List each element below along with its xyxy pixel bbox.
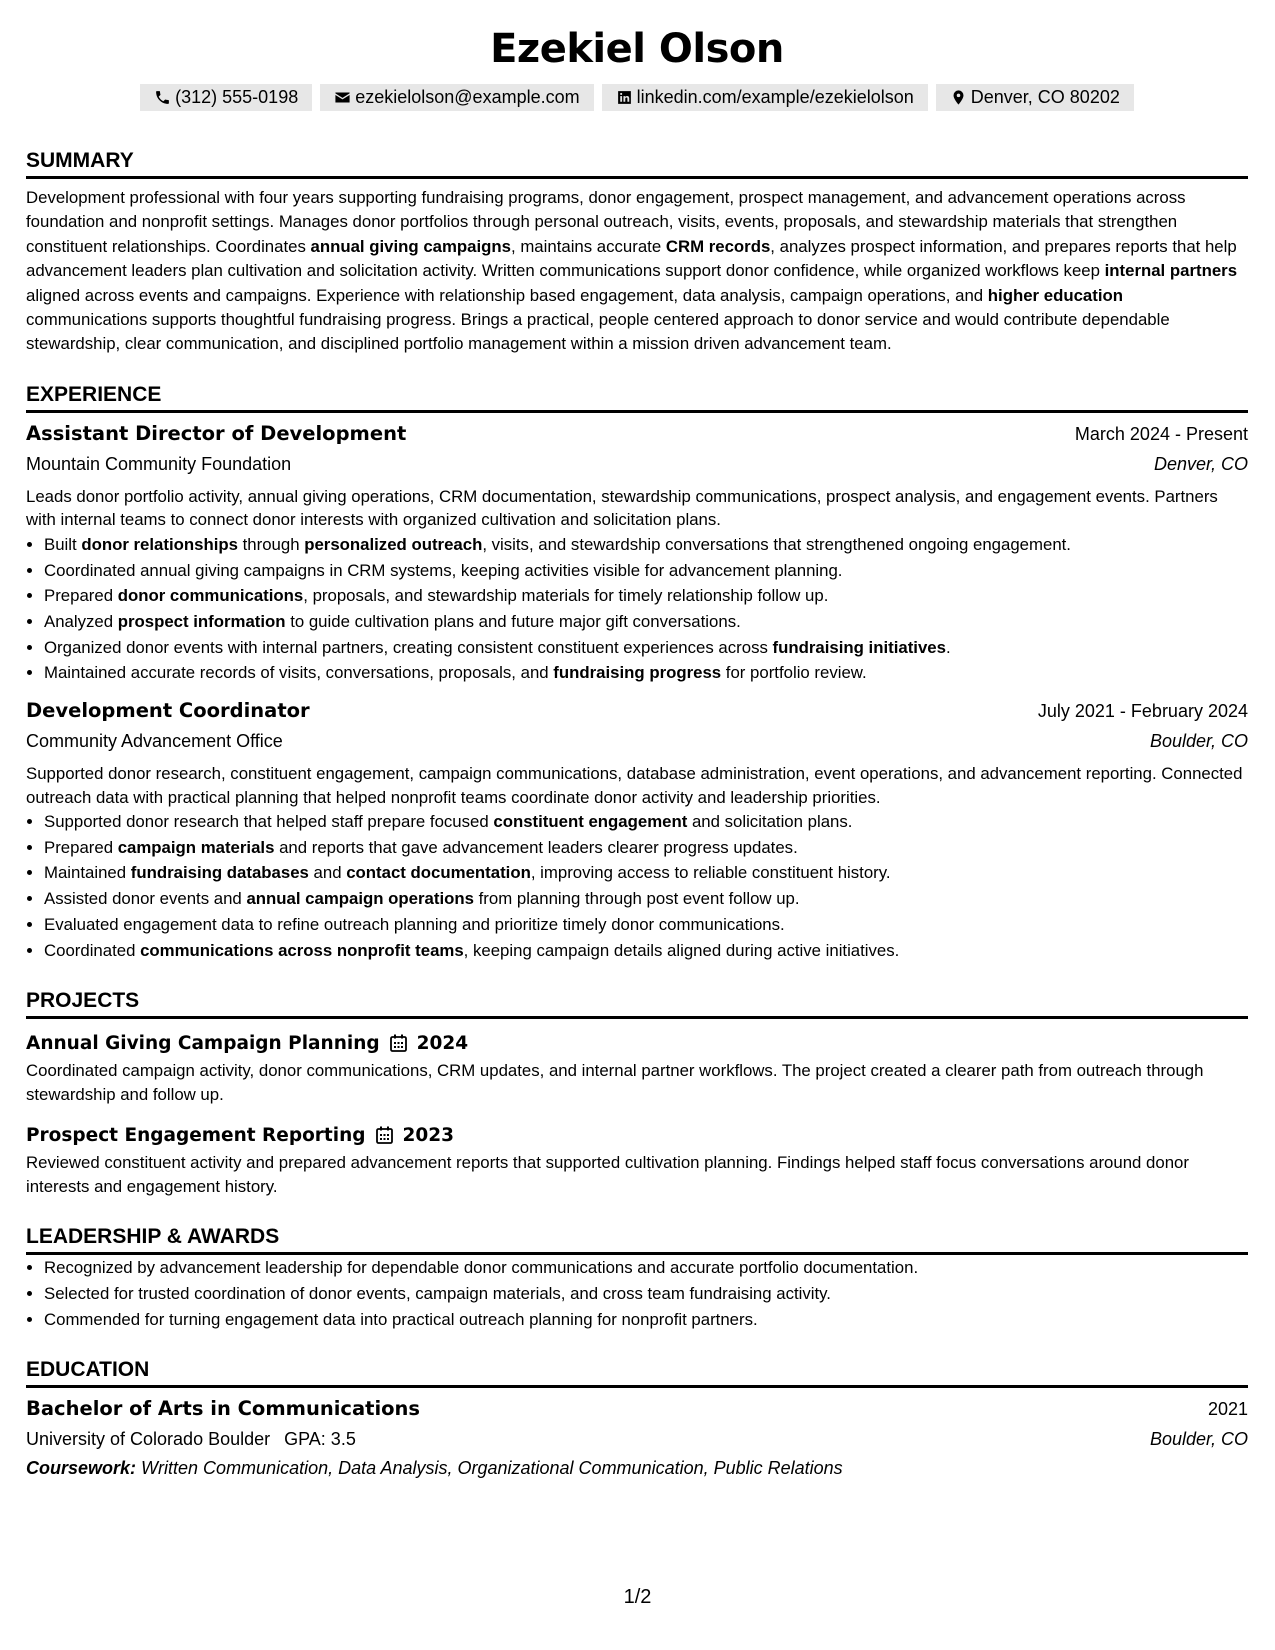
text-run: Maintained (44, 863, 131, 883)
page-number: 1/2 (623, 1586, 652, 1608)
bold-text: higher education (987, 285, 1123, 305)
text-run: , proposals, and stewardship materials for timely relationship follow up. (303, 586, 829, 606)
gpa: GPA: 3.5 (284, 1429, 356, 1450)
project-year: 2024 (416, 1032, 469, 1054)
bold-text: CRM records (665, 236, 771, 256)
text-run: from planning through post event follow up. (473, 889, 800, 909)
bullet-item (44, 558, 1248, 584)
bold-text: donor relationships (81, 534, 238, 554)
summary-text (26, 186, 1248, 357)
project-entry (26, 1029, 1248, 1107)
degree-title: Bachelor of Arts in Communications (26, 1397, 421, 1421)
text-run: Maintained accurate records of visits, conversations, proposals, and (44, 663, 554, 683)
text-run: and (308, 863, 347, 883)
bullet-item (44, 938, 1248, 964)
text-run: Analyzed (44, 611, 118, 631)
text-run: Development professional with four years supporting fundraising programs, donor engagement, prospect management, and advancement operations across foundation and nonprofit settings. Manages donor portfolios through personal outreach, visits, events, proposals, and stewardship materials that strengthen constituent relationships. Coordinates (26, 188, 1186, 256)
school-location: Boulder, CO (1149, 1429, 1248, 1450)
leadership-list (26, 1255, 1248, 1332)
coursework-list: Written Communication, Data Analysis, Organizational Communication, Public Relations (141, 1458, 843, 1479)
bold-text: annual campaign operations (246, 889, 474, 909)
project-description: Reviewed constituent activity and prepared advancement reports that supported cultivation planning. Findings helped staff focus conversations around donor interests and engagement history. (26, 1153, 1189, 1197)
bold-text: constituent engagement (493, 812, 688, 832)
education-entry (26, 1394, 1248, 1479)
map-pin-icon (950, 89, 967, 106)
project-title: Prospect Engagement Reporting (26, 1124, 366, 1146)
job-entry (26, 696, 1248, 963)
project-entry (26, 1121, 1248, 1199)
project-title: Annual Giving Campaign Planning (26, 1032, 380, 1054)
text-run: Prepared (44, 837, 118, 857)
job-organization: Community Advancement Office (26, 731, 283, 752)
bold-text: communications across nonprofit teams (140, 940, 464, 960)
graduation-year: 2021 (1207, 1399, 1248, 1420)
text-run: , maintains accurate (511, 236, 666, 256)
contact-bar (26, 84, 1248, 111)
text-run: and solicitation plans. (687, 812, 853, 832)
text-run: , visits, and stewardship conversations that strengthened ongoing engagement. (482, 534, 1071, 554)
job-bullets (26, 809, 1248, 963)
bullet-item (44, 860, 1248, 886)
text-run: , analyzes prospect information, and prepares reports that help advancement leaders plan cultivation and solicitation activity. Written communications support donor confidence, while organized workflows keep (26, 236, 1237, 281)
phone-text: (312) 555-0198 (175, 87, 299, 107)
job-description: Leads donor portfolio activity, annual giving operations, CRM documentation, stewardship communications, prospect analysis, and engagement events. Partners with internal teams to connect donor interests with organized cultivation and solicitation plans. (26, 486, 1218, 530)
list-item: • Selected for trusted coordination of donor events, campaign materials, and cross team fundraising activity. (44, 1281, 1248, 1307)
candidate-name: Ezekiel Olson (490, 26, 784, 72)
coursework (26, 1458, 1248, 1479)
calendar-icon (390, 1034, 407, 1052)
job-dates: July 2021 - February 2024 (1037, 701, 1248, 722)
bold-text: annual giving campaigns (310, 236, 511, 256)
phone-icon (154, 89, 171, 106)
text-run: Supported donor research that helped staff prepare focused (44, 812, 494, 832)
job-organization: Mountain Community Foundation (26, 453, 292, 474)
job-location: Denver, CO (1153, 453, 1248, 474)
bold-text: campaign materials (117, 837, 275, 857)
text-run: to guide cultivation plans and future major gift conversations. (285, 611, 741, 631)
job-location: Boulder, CO (1149, 731, 1248, 752)
list-item: • Commended for turning engagement data into practical outreach planning for nonprofit partners. (44, 1307, 1248, 1333)
text-run: and reports that gave advancement leaders clearer progress updates. (274, 837, 798, 857)
bullet-item (44, 583, 1248, 609)
job-title: Development Coordinator (26, 699, 310, 723)
text-run: Assisted donor events and (44, 889, 247, 909)
bullet-item (44, 912, 1248, 938)
text-run: Prepared (44, 586, 118, 606)
bold-text: donor communications (117, 586, 304, 606)
text-run: aligned across events and campaigns. Experience with relationship based engagement, data analysis, campaign operations, and (26, 285, 988, 305)
bullet-item (44, 635, 1248, 661)
bullet-item (44, 809, 1248, 835)
text-run: Organized donor events with internal partners, creating consistent constituent experiences across (44, 637, 773, 657)
text-run: Coordinated (44, 940, 141, 960)
text-run: Evaluated engagement data to refine outreach planning and prioritize timely donor communications. (44, 914, 785, 934)
bullet-item (44, 532, 1248, 558)
school-name: University of Colorado Boulder (26, 1429, 271, 1450)
job-dates: March 2024 - Present (1074, 423, 1248, 444)
envelope-icon (334, 89, 351, 106)
text-run: , keeping campaign details aligned during active initiatives. (463, 940, 900, 960)
email-text: ezekielolson@example.com (355, 87, 580, 107)
text-run: through (237, 534, 305, 554)
bold-text: personalized outreach (304, 534, 483, 554)
text-run: Coordinated annual giving campaigns in CRM systems, keeping activities visible for advancement planning. (44, 560, 843, 580)
project-year: 2023 (402, 1124, 455, 1146)
text-run: Built (44, 534, 82, 554)
contact-linkedin[interactable] (602, 84, 928, 111)
education-heading: EDUCATION (26, 1356, 1248, 1388)
bold-text: prospect information (117, 611, 286, 631)
text-run: for portfolio review. (721, 663, 867, 683)
job-bullets (26, 532, 1248, 686)
summary-heading: SUMMARY (26, 147, 1248, 179)
bold-text: fundraising initiatives (772, 637, 946, 657)
experience-heading: EXPERIENCE (26, 381, 1248, 413)
contact-email[interactable] (320, 84, 593, 111)
bullet-item (44, 660, 1248, 686)
contact-phone[interactable] (140, 84, 312, 111)
text-run: communications supports thoughtful fundraising progress. Brings a practical, people centered approach to donor service and would contribute dependable stewardship, clear communication, and disciplined portfolio management within a mission driven advancement team. (26, 310, 1170, 354)
bullet-item (44, 886, 1248, 912)
calendar-icon (376, 1126, 393, 1144)
bold-text: fundraising progress (553, 663, 722, 683)
bold-text: fundraising databases (130, 863, 309, 883)
bullet-item (44, 835, 1248, 861)
leadership-heading: LEADERSHIP & AWARDS (26, 1223, 1248, 1255)
contact-location (936, 84, 1134, 111)
location-text: Denver, CO 80202 (970, 87, 1120, 107)
bullet-item (44, 609, 1248, 635)
projects-heading: PROJECTS (26, 987, 1248, 1019)
job-title: Assistant Director of Development (26, 421, 407, 445)
linkedin-text: linkedin.com/example/ezekielolson (636, 87, 914, 107)
text-run: , improving access to reliable constituent history. (530, 863, 891, 883)
linkedin-icon (616, 89, 633, 106)
job-description: Supported donor research, constituent engagement, campaign communications, database administration, event operations, and advancement reporting. Connected outreach data with practical planning that helped nonprofit teams coordinate donor activity and leadership priorities. (26, 764, 1243, 807)
coursework-label: Coursework: (26, 1458, 137, 1479)
list-item: • Recognized by advancement leadership for dependable donor communications and accurate portfolio documentation. (44, 1255, 1248, 1281)
resume-page (26, 0, 1248, 1479)
job-entry (26, 419, 1248, 686)
project-description: Coordinated campaign activity, donor communications, CRM updates, and internal partner workflows. The project created a clearer path from outreach through stewardship and follow up. (26, 1061, 1204, 1105)
bold-text: internal partners (1104, 261, 1238, 281)
bold-text: contact documentation (346, 863, 531, 883)
text-run: . (945, 637, 951, 657)
